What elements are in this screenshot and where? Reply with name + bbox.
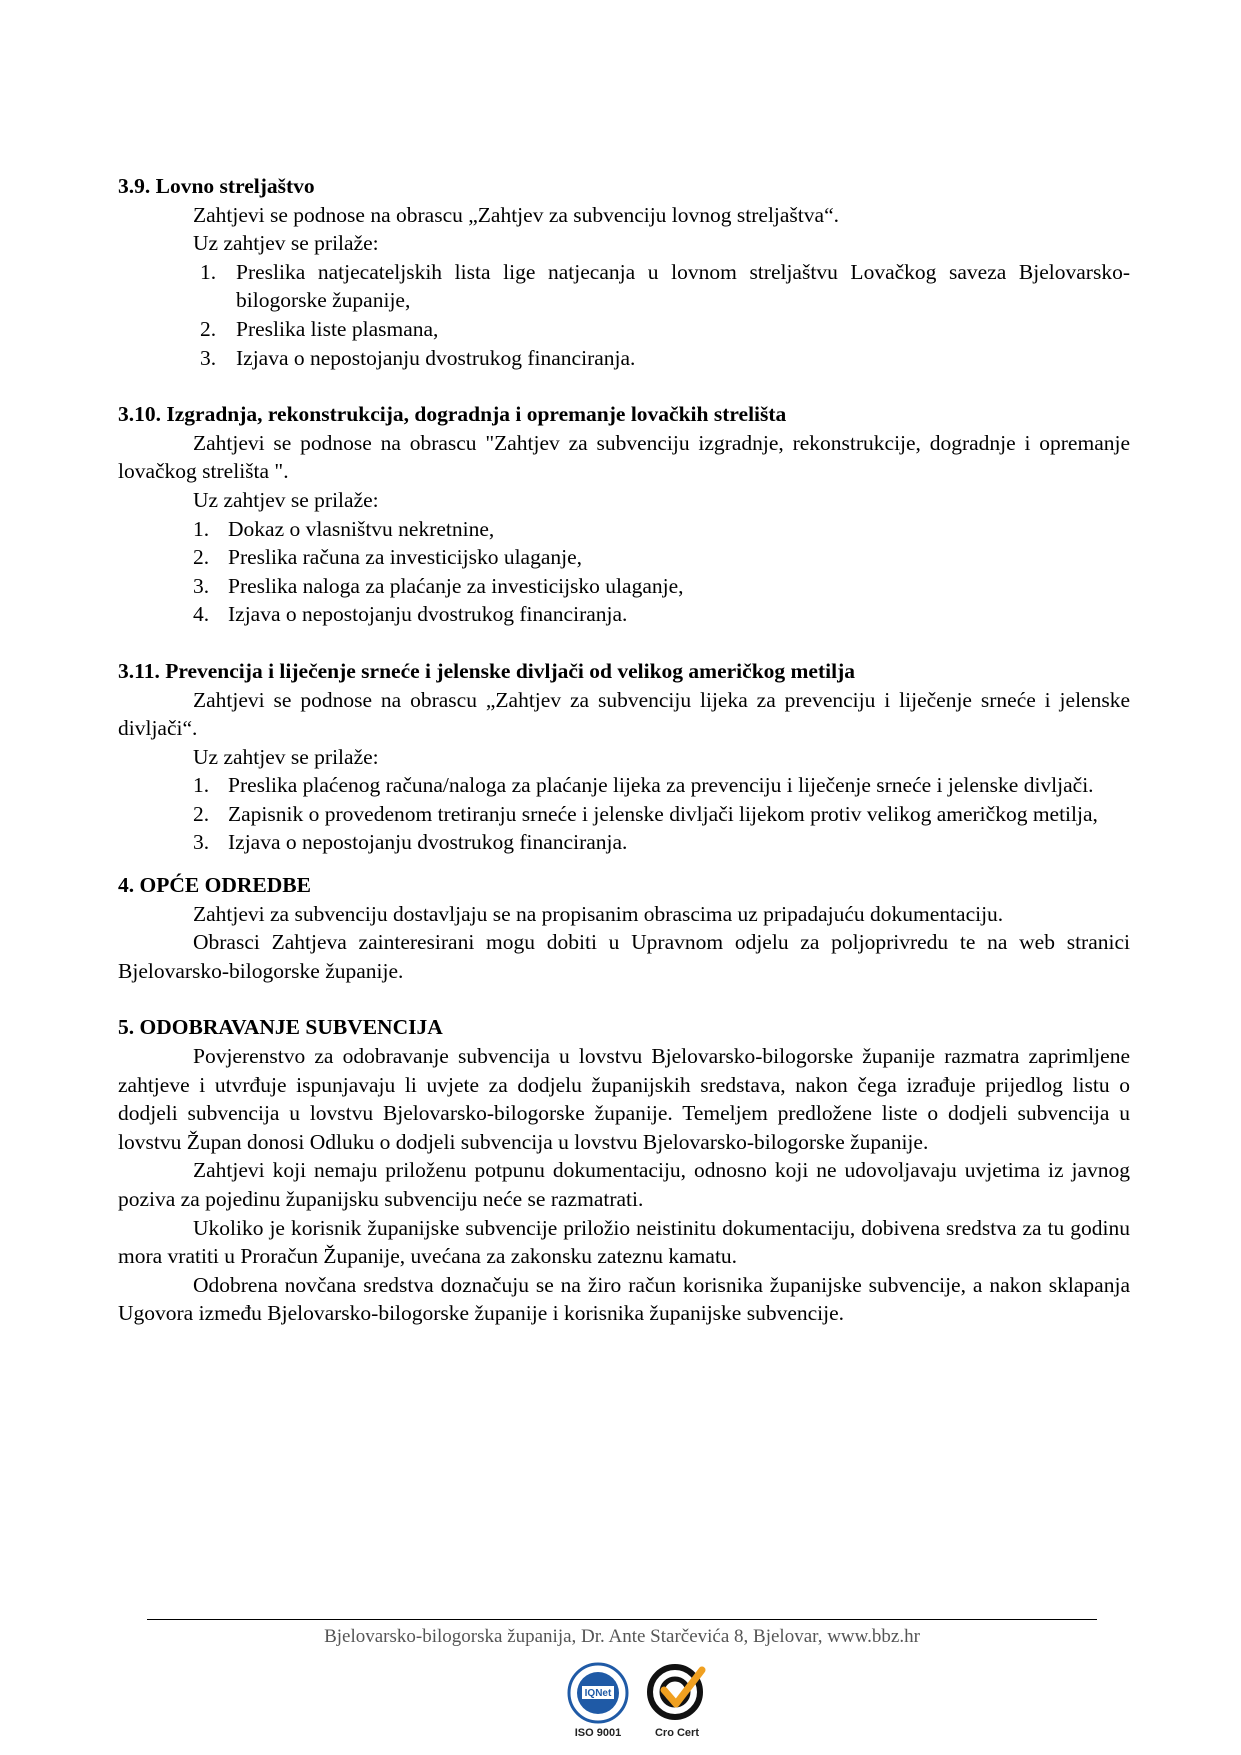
iqnet-label: IQNet	[584, 1688, 612, 1699]
paragraph: Odobrena novčana sredstva doznačuju se na žiro račun korisnika županijske subvencije, a nakon sklapanja Ugovora između Bjelovarsko-bilogorske županije i korisnika županijske subvencije.	[118, 1272, 1130, 1326]
section-3-9	[118, 172, 1130, 372]
document-body	[118, 172, 1130, 1328]
paragraph: Obrasci Zahtjeva zainteresirani mogu dobiti u Upravnom odjelu za poljoprivredu te na web stranici Bjelovarsko-bilogorske županije.	[118, 930, 1130, 983]
logos-svg	[560, 1660, 730, 1740]
section-heading: 3.11. Prevencija i liječenje srneće i jelenske divljači od velikog američkog metilja	[118, 658, 855, 683]
section-intro: Zahtjevi se podnose na obrascu „Zahtjev za subvenciju lijeka za prevenciju i liječenje srneće i jelenske divljači“.	[118, 687, 1130, 741]
section-heading: 3.9. Lovno streljaštvo	[118, 174, 315, 198]
section-intro: Zahtjevi se podnose na obrascu „Zahtjev za subvenciju lovnog streljaštva“.	[193, 202, 839, 227]
attachments-list	[118, 515, 1130, 629]
attachments-label: Uz zahtjev se prilaže:	[193, 744, 379, 769]
list-item: 1. Dokaz o vlasništvu nekretnine,	[193, 516, 495, 541]
certification-logos	[560, 1660, 730, 1740]
attachments-label: Uz zahtjev se prilaže:	[193, 487, 379, 512]
list-item: 2. Preslika liste plasmana,	[200, 316, 439, 341]
section-heading: 3.10. Izgradnja, rekonstrukcija, dogradnja i opremanje lovačkih strelišta	[118, 402, 787, 427]
list-item: 3. Preslika naloga za plaćanje za investicijsko ulaganje,	[193, 573, 684, 598]
list-item: 2. Zapisnik o provedenom tretiranju srneće i jelenske divljači lijekom protiv velikog američkog metilja,	[193, 801, 1098, 826]
attachments-label: Uz zahtjev se prilaže:	[193, 231, 379, 256]
list-item: 3. Izjava o nepostojanju dvostrukog financiranja.	[193, 830, 628, 855]
iqnet-iso-logo	[569, 1664, 627, 1739]
paragraph: Povjerenstvo za odobravanje subvencija u lovstvu Bjelovarsko-bilogorske županije razmatra zaprimljene zahtjeve i utvrđuje ispunjavaju li uvjete za dodjelu županijskih sredstava, nakon čega izrađuje prijedlog listu o dodjeli subvencija u lovstvu Bjelovarsko-bilogorske županije. Temeljem predložene liste o dodjeli subvencija u lovstvu Župan donosi Odluku o dodjeli subvencija u lovstvu Bjelovarsko-bilogorske županije.	[118, 1044, 1130, 1154]
section-heading: 4. OPĆE ODREDBE	[118, 873, 311, 898]
list-item: 1. Preslika natjecateljskih lista lige natjecanja u lovnom streljaštvu Lovačkog saveza Bjelovarsko-bilogorske županije,	[200, 259, 1130, 313]
paragraph: Ukoliko je korisnik županijske subvencije priložio neistinitu dokumentaciju, dobivena sredstva za tu godinu mora vratiti u Proračun Županije, uvećana za zakonsku zateznu kamatu.	[118, 1215, 1130, 1269]
footer-divider	[147, 1619, 1097, 1620]
paragraph: Zahtjevi koji nemaju priloženu potpunu dokumentaciju, odnosno koji ne udovoljavaju uvjetima iz javnog poziva za pojedinu županijsku subvenciju neće se razmatrati.	[118, 1158, 1130, 1211]
footer-address: Bjelovarsko-bilogorska županija, Dr. Ante Starčevića 8, Bjelovar, www.bbz.hr	[324, 1626, 920, 1647]
section-heading: 5. ODOBRAVANJE SUBVENCIJA	[118, 1015, 443, 1040]
section-3-10	[118, 400, 1130, 629]
list-item: 3. Izjava o nepostojanju dvostrukog financiranja.	[200, 345, 636, 370]
list-item: 1. Preslika plaćenog računa/naloga za plaćanje lijeka za prevenciju i liječenje srneće i jelenske divljači.	[193, 773, 1094, 798]
section-intro: Zahtjevi se podnose na obrascu "Zahtjev za subvenciju izgradnje, rekonstrukcije, dogradnje i opremanje lovačkog strelišta ".	[118, 430, 1130, 484]
section-3-11	[118, 657, 1130, 857]
paragraph: Zahtjevi za subvenciju dostavljaju se na propisanim obrascima uz pripadajuću dokumentaciju.	[193, 901, 1004, 926]
list-item: 4. Izjava o nepostojanju dvostrukog financiranja.	[193, 602, 628, 627]
attachments-list	[118, 258, 1130, 372]
attachments-list	[118, 771, 1130, 857]
section-4	[118, 871, 1130, 985]
iso-caption: ISO 9001	[574, 1727, 622, 1739]
crocert-logo	[650, 1667, 702, 1739]
list-item: 2. Preslika računa za investicijsko ulaganje,	[193, 545, 583, 570]
section-5	[118, 1013, 1130, 1328]
crocert-caption: Cro Cert	[654, 1727, 700, 1739]
